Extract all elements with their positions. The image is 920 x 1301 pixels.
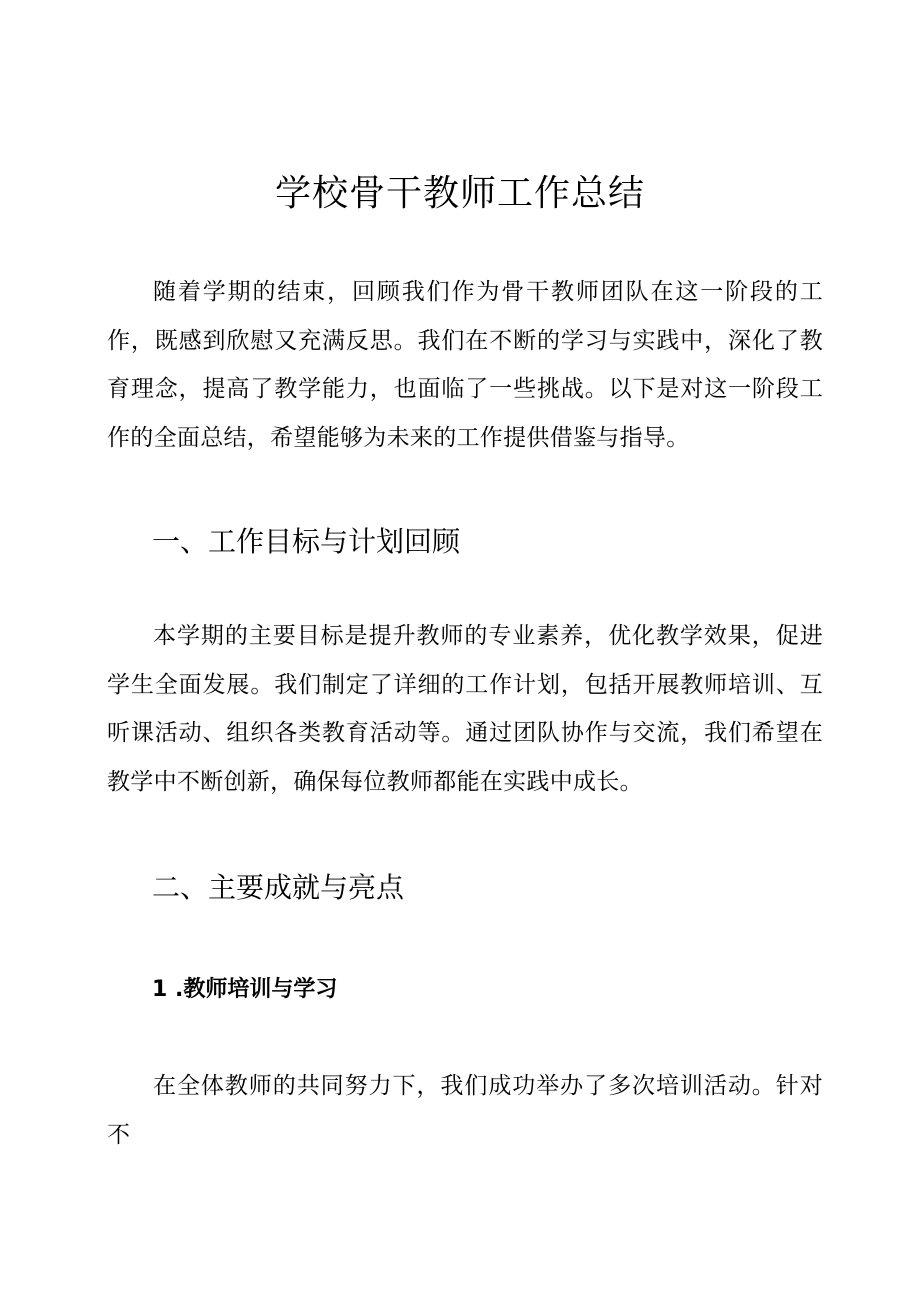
document-title: 学校骨干教师工作总结 <box>274 173 645 214</box>
section-heading-achievements: 二、主要成就与亮点 <box>152 871 405 904</box>
goals-review-paragraph: 本学期的主要目标是提升教师的专业素养，优化教学效果，促进学生全面发展。我们制定了详细的工作计划，包括开展教师培训、互听课活动、组织各类教育活动等。通过团队协作与交流，我们希望在教学中不断创新，确保每位教师都能在实践中成长。 <box>107 623 823 795</box>
section-heading-goals-review: 一、工作目标与计划回顾 <box>152 525 461 558</box>
teacher-training-paragraph: 在全体教师的共同努力下，我们成功举办了多次培训活动。针对不 <box>107 1073 823 1148</box>
intro-paragraph: 随着学期的结束，回顾我们作为骨干教师团队在这一阶段的工作，既感到欣慰又充满反思。我们在不断的学习与实践中，深化了教育理念，提高了教学能力，也面临了一些挑战。以下是对这一阶段工作的全面总结，希望能够为未来的工作提供借鉴与指导。 <box>107 279 823 451</box>
subsection-heading-teacher-training: 1 .教师培训与学习 <box>152 977 338 1002</box>
